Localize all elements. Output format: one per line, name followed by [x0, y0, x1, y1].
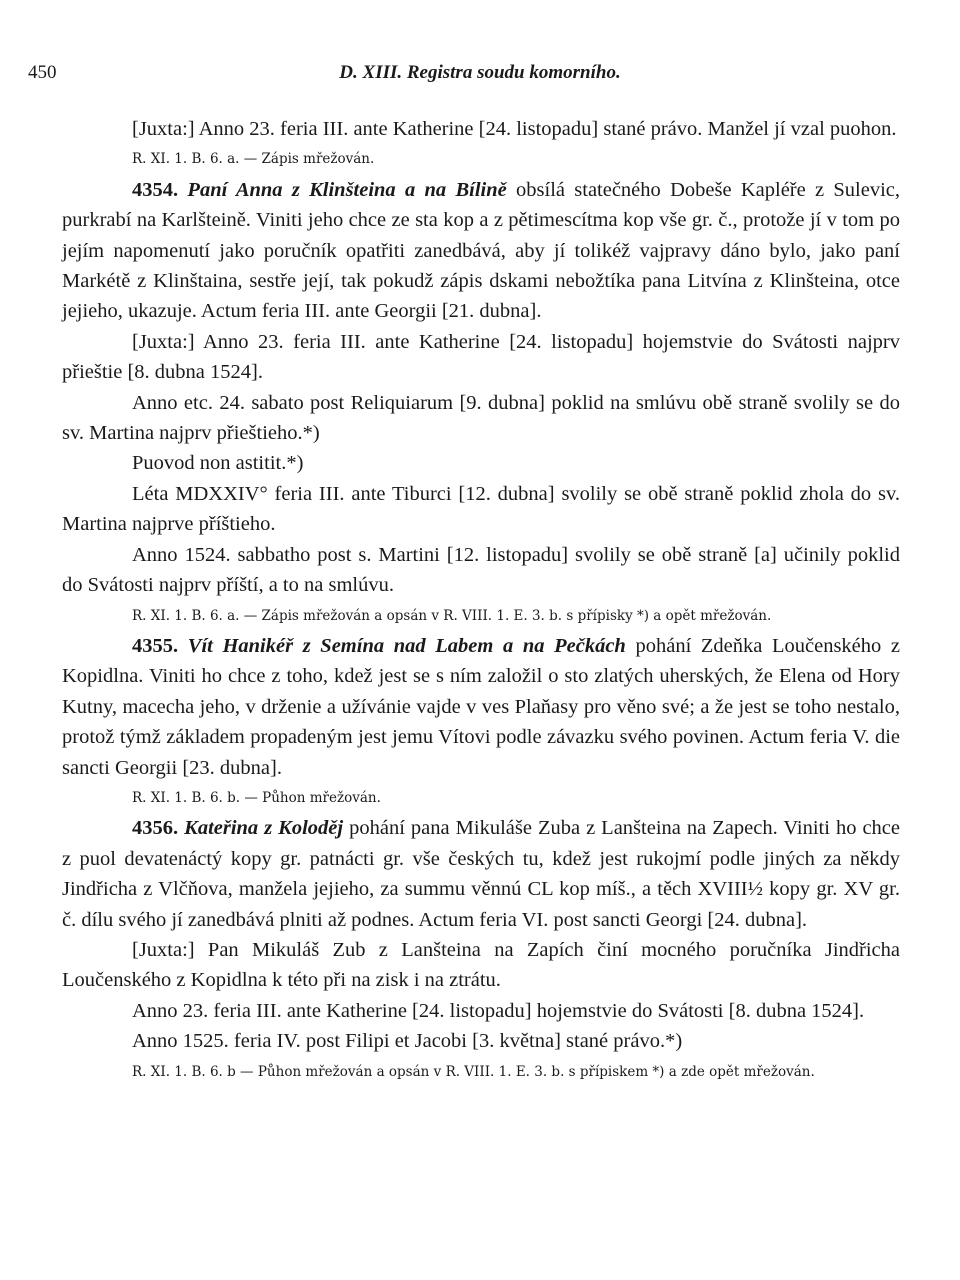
entry-4354 — [62, 175, 900, 327]
paragraph: [Juxta:] Anno 23. feria III. ante Katherine [24. listopadu] stané právo. Manžel jí vzal puohon. — [132, 118, 897, 140]
paragraph: [Juxta:] Anno 23. feria III. ante Katherine [24. listopadu] hojemstvie do Svátosti najprv přieštie [8. dubna 1524]. — [62, 330, 900, 384]
entry-4355 — [62, 631, 900, 783]
paragraph: [Juxta:] Pan Mikuláš Zub z Lanšteina na Zapích činí mocného poručníka Jindřicha Loučenského z Kopidlna k této při na zisk i na ztrátu. — [62, 938, 900, 992]
entry-number: 4355. — [132, 634, 179, 657]
paragraph: Anno 1524. sabbatho post s. Martini [12. listopadu] svolily se obě straně [a] učinily poklid do Svátosti najprv příští, a to na smlúvu. — [62, 543, 900, 597]
paragraph: Léta MDXXIV° feria III. ante Tiburci [12. dubna] svolily se obě straně poklid zhola do sv. Martina najprve příštieho. — [62, 482, 900, 536]
archival-note: R. XI. 1. B. 6. b. — Půhon mřežován. — [132, 789, 381, 806]
running-header — [0, 62, 960, 92]
entry-names: Paní Anna z Klinšteina a na Bílině — [187, 178, 507, 201]
running-title: D. XIII. Registra soudu komorního. — [339, 62, 621, 83]
archival-note: R. XI. 1. B. 6. b — Půhon mřežován a opsán v R. VIII. 1. E. 3. b. s přípiskem *) a zde opět mřežován. — [132, 1063, 815, 1080]
page-body — [62, 114, 900, 1087]
paragraph: Puovod non astitit.*) — [132, 452, 304, 475]
entry-number: 4354. — [132, 178, 179, 201]
paragraph: Anno 23. feria III. ante Katherine [24. listopadu] hojemstvie do Svátosti [8. dubna 1524]. — [132, 999, 865, 1022]
entry-text: pohání Zdeňka Loučenského z Kopidlna. Viniti ho chce z toho, kdež jest se s ním založil o sto zlatých uherských, že Elena od Hory Kutny, macecha jeho, v drženie a užívánie vajde v ves Plaňasy pro věno své; a že jest se toho nestalo, protož týmž základem propadeným jest jemu Vítovi podle závazku svého povinen. Actum feria V. die sancti Georgii [23. dubna]. — [62, 634, 901, 779]
archival-note: R. XI. 1. B. 6. a. — Zápis mřežován a opsán v R. VIII. 1. E. 3. b. s přípisky *) a opět mřežován. — [132, 607, 772, 624]
entry-names: Vít Hanikéř z Semína nad Labem a na Pečkách — [187, 634, 626, 657]
entry-number: 4356. — [132, 817, 179, 840]
entry-text: pohání pana Mikuláše Zuba z Lanšteina na Zapech. Viniti ho chce z puol devatenáctý kopy gr. patnácti gr. vše českých tu, kdež jest rukojmí podle jiných za někdy Jindřicha z Vlčňova, manžela jejieho, za summu věnnú CL kop míš., a těch XVIII½ kopy gr. XV gr. č. dílu svého jí zanedbává plniti až podnes. Actum feria VI. post sancti Georgi [24. dubna]. — [62, 817, 901, 931]
paragraph: Anno 1525. feria IV. post Filipi et Jacobi [3. května] stané právo.*) — [132, 1030, 683, 1053]
archival-note: R. XI. 1. B. 6. a. — Zápis mřežován. — [132, 151, 375, 168]
paragraph: Anno etc. 24. sabato post Reliquiarum [9. dubna] poklid na smlúvu obě straně svolily se do sv. Martina najprv přieštieho.*) — [62, 391, 900, 445]
entry-names: Kateřina z Koloděj — [184, 817, 344, 840]
entry-text: obsílá statečného Dobeše Kapléře z Sulevic, purkrabí na Karlšteině. Viniti jeho chce ze sta kop a z pětimescítma kop vše gr. č., protože jí v tom po jejím napomenutí jako poručník opatřiti zanedbává, aby jí tolikéž vajpravy dáno bylo, jako paní Markétě z Klinštaina, sestře její, tak pokudž zápis dskami nebožtíka pana Litvína z Klinšteina, otce jejieho, ukazuje. Actum feria III. ante Georgii [21. dubna]. — [62, 178, 901, 323]
page-number: 450 — [28, 62, 57, 83]
entry-4356 — [62, 813, 900, 935]
